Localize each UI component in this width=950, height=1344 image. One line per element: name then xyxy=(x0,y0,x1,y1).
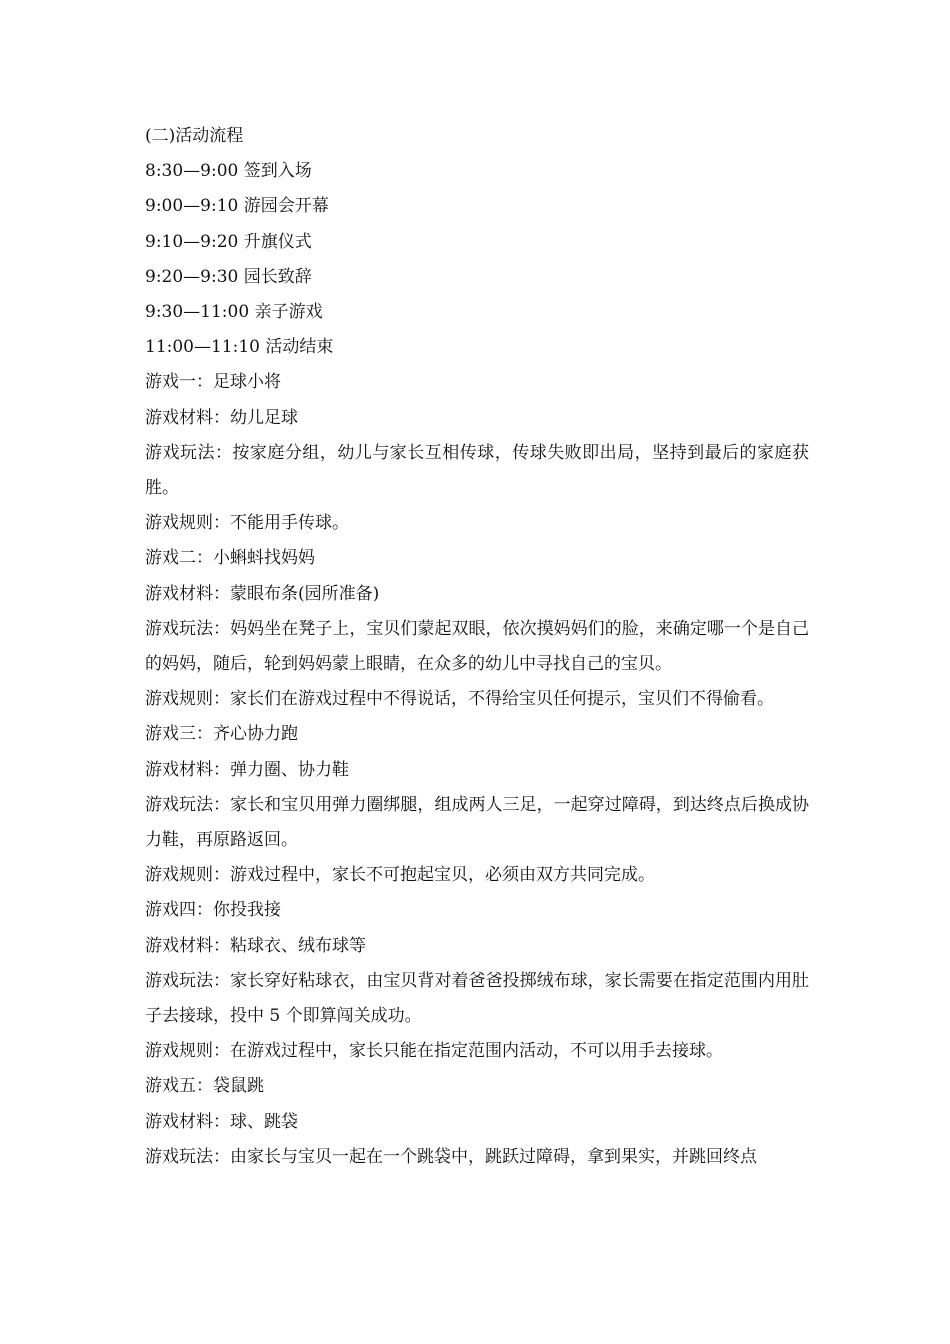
game-title: 游戏四：你投我接 xyxy=(145,900,281,921)
section-heading: (二)活动流程 xyxy=(145,126,244,146)
schedule-item: 9:20—9:30 园长致辞 xyxy=(145,266,312,287)
game-play: 游戏玩法：妈妈坐在凳子上，宝贝们蒙起双眼，依次摸妈妈们的脸，来确定哪一个是自己的妈妈，随后，轮到妈妈蒙上眼睛，在众多的幼儿中寻找自己的宝贝。 xyxy=(145,618,809,675)
schedule-item: 9:10—9:20 升旗仪式 xyxy=(145,231,312,252)
game-rules: 游戏规则：不能用手传球。 xyxy=(145,513,349,534)
game-rules: 游戏规则：游戏过程中，家长不可抱起宝贝，必须由双方共同完成。 xyxy=(145,865,655,886)
schedule-item: 8:30—9:00 签到入场 xyxy=(145,161,312,182)
game-play: 游戏玩法：按家庭分组，幼儿与家长互相传球，传球失败即出局，坚持到最后的家庭获胜。 xyxy=(145,442,809,499)
game-title: 游戏二：小蝌蚪找妈妈 xyxy=(145,548,315,569)
game-play: 游戏玩法：家长和宝贝用弹力圈绑腿，组成两人三足，一起穿过障碍，到达终点后换成协力鞋，再原路返回。 xyxy=(145,794,809,851)
schedule-list xyxy=(145,154,809,365)
game-materials: 游戏材料：蒙眼布条(园所准备) xyxy=(145,583,380,604)
game-title: 游戏三：齐心协力跑 xyxy=(145,724,298,745)
game-title: 游戏一：足球小将 xyxy=(145,372,281,393)
game-play: 游戏玩法：由家长与宝贝一起在一个跳袋中，跳跃过障碍，拿到果实，并跳回终点 xyxy=(145,1146,757,1167)
game-materials: 游戏材料：球、跳袋 xyxy=(145,1111,298,1132)
game-section xyxy=(145,1069,809,1175)
schedule-item: 9:00—9:10 游园会开幕 xyxy=(145,196,329,217)
document-body xyxy=(145,119,809,1175)
game-materials: 游戏材料：粘球衣、绒布球等 xyxy=(145,935,366,956)
schedule-item: 9:30—11:00 亲子游戏 xyxy=(145,302,323,323)
game-materials: 游戏材料：弹力圈、协力鞋 xyxy=(145,759,349,780)
game-play: 游戏玩法：家长穿好粘球衣，由宝贝背对着爸爸投掷绒布球，家长需要在指定范围内用肚子去接球，投中 5 个即算闯关成功。 xyxy=(145,970,809,1027)
game-section xyxy=(145,717,809,893)
game-section xyxy=(145,365,809,541)
game-rules: 游戏规则：在游戏过程中，家长只能在指定范围内活动，不可以用手去接球。 xyxy=(145,1041,723,1062)
game-section xyxy=(145,541,809,717)
schedule-item: 11:00—11:10 活动结束 xyxy=(145,337,334,358)
game-materials: 游戏材料：幼儿足球 xyxy=(145,407,298,428)
game-section xyxy=(145,893,809,1069)
game-title: 游戏五：袋鼠跳 xyxy=(145,1076,264,1097)
game-rules: 游戏规则：家长们在游戏过程中不得说话，不得给宝贝任何提示，宝贝们不得偷看。 xyxy=(145,689,774,710)
